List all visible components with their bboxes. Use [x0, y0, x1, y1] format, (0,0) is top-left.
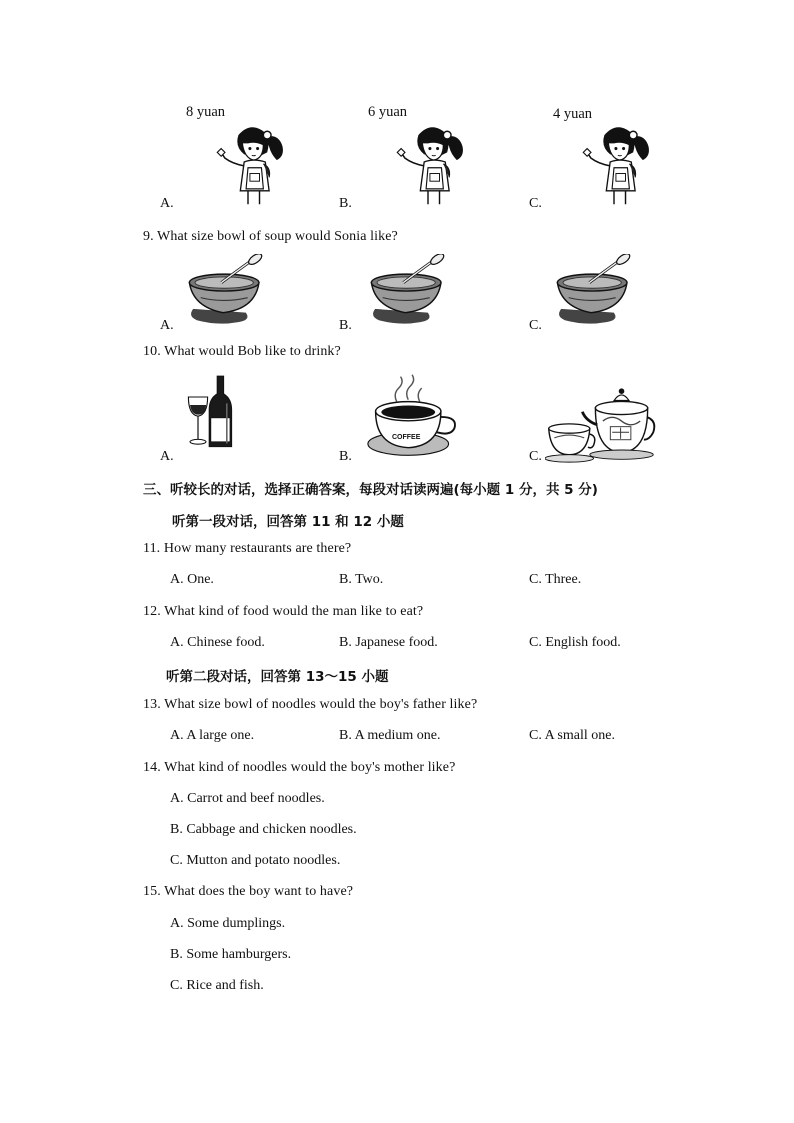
q11-option-a[interactable]: A. One. [170, 572, 214, 587]
q14-option-b[interactable]: B. Cabbage and chicken noodles. [170, 822, 357, 837]
q8-option-b-label[interactable]: B. [339, 196, 352, 211]
coffee-label: COFFEE [392, 434, 421, 441]
q15-option-b[interactable]: B. Some hamburgers. [170, 947, 292, 962]
q8-option-c-label[interactable]: C. [529, 196, 542, 211]
q9-option-b-label[interactable]: B. [339, 318, 352, 333]
q12-question: 12. What kind of food would the man like to eat? [143, 604, 424, 619]
q8-option-a-label[interactable]: A. [160, 196, 174, 211]
waitress-image-a [200, 112, 296, 212]
coffee-image [366, 372, 462, 460]
soup-bowl-image-a [180, 254, 274, 330]
q12-option-c[interactable]: C. English food. [529, 635, 621, 650]
q10-option-a-label[interactable]: A. [160, 449, 174, 464]
q13-question: 13. What size bowl of noodles would the boy's father like? [143, 697, 478, 712]
q8-option-b-price: 6 yuan [368, 104, 408, 120]
q14-option-c[interactable]: C. Mutton and potato noodles. [170, 853, 341, 868]
waitress-image-b [380, 112, 476, 212]
wine-image [182, 370, 246, 456]
q15-option-c[interactable]: C. Rice and fish. [170, 978, 264, 993]
q14-option-a[interactable]: A. Carrot and beef noodles. [170, 791, 325, 806]
q8-option-c-price: 4 yuan [553, 106, 593, 122]
q14-question: 14. What kind of noodles would the boy's mother like? [143, 760, 456, 775]
q8-option-a-price: 8 yuan [186, 104, 226, 120]
q9-option-c-label[interactable]: C. [529, 318, 542, 333]
q9-option-a-label[interactable]: A. [160, 318, 174, 333]
section-3-part-1-heading: 听第一段对话，回答第 11 和 12 小题 [172, 514, 404, 530]
q13-option-a[interactable]: A. A large one. [170, 728, 255, 743]
soup-bowl-image-b [362, 254, 456, 330]
soup-bowl-image-c [548, 254, 642, 330]
section-3-part-2-heading: 听第二段对话，回答第 13～15 小题 [166, 669, 389, 685]
q10-option-c-label[interactable]: C. [529, 449, 542, 464]
q15-question: 15. What does the boy want to have? [143, 884, 354, 899]
section-3-heading: 三、听较长的对话，选择正确答案，每段对话读两遍(每小题 1 分，共 5 分) [143, 482, 598, 498]
q10-question: 10. What would Bob like to drink? [143, 344, 341, 359]
q11-option-c[interactable]: C. Three. [529, 572, 582, 587]
q12-option-a[interactable]: A. Chinese food. [170, 635, 265, 650]
q12-option-b[interactable]: B. Japanese food. [339, 635, 438, 650]
q9-question: 9. What size bowl of soup would Sonia like? [143, 229, 398, 244]
q15-option-a[interactable]: A. Some dumplings. [170, 916, 286, 931]
q11-question: 11. How many restaurants are there? [143, 541, 352, 556]
q10-option-b-label[interactable]: B. [339, 449, 352, 464]
waitress-image-c [566, 112, 662, 212]
q11-option-b[interactable]: B. Two. [339, 572, 384, 587]
q13-option-b[interactable]: B. A medium one. [339, 728, 441, 743]
q13-option-c[interactable]: C. A small one. [529, 728, 615, 743]
tea-image [545, 380, 657, 464]
